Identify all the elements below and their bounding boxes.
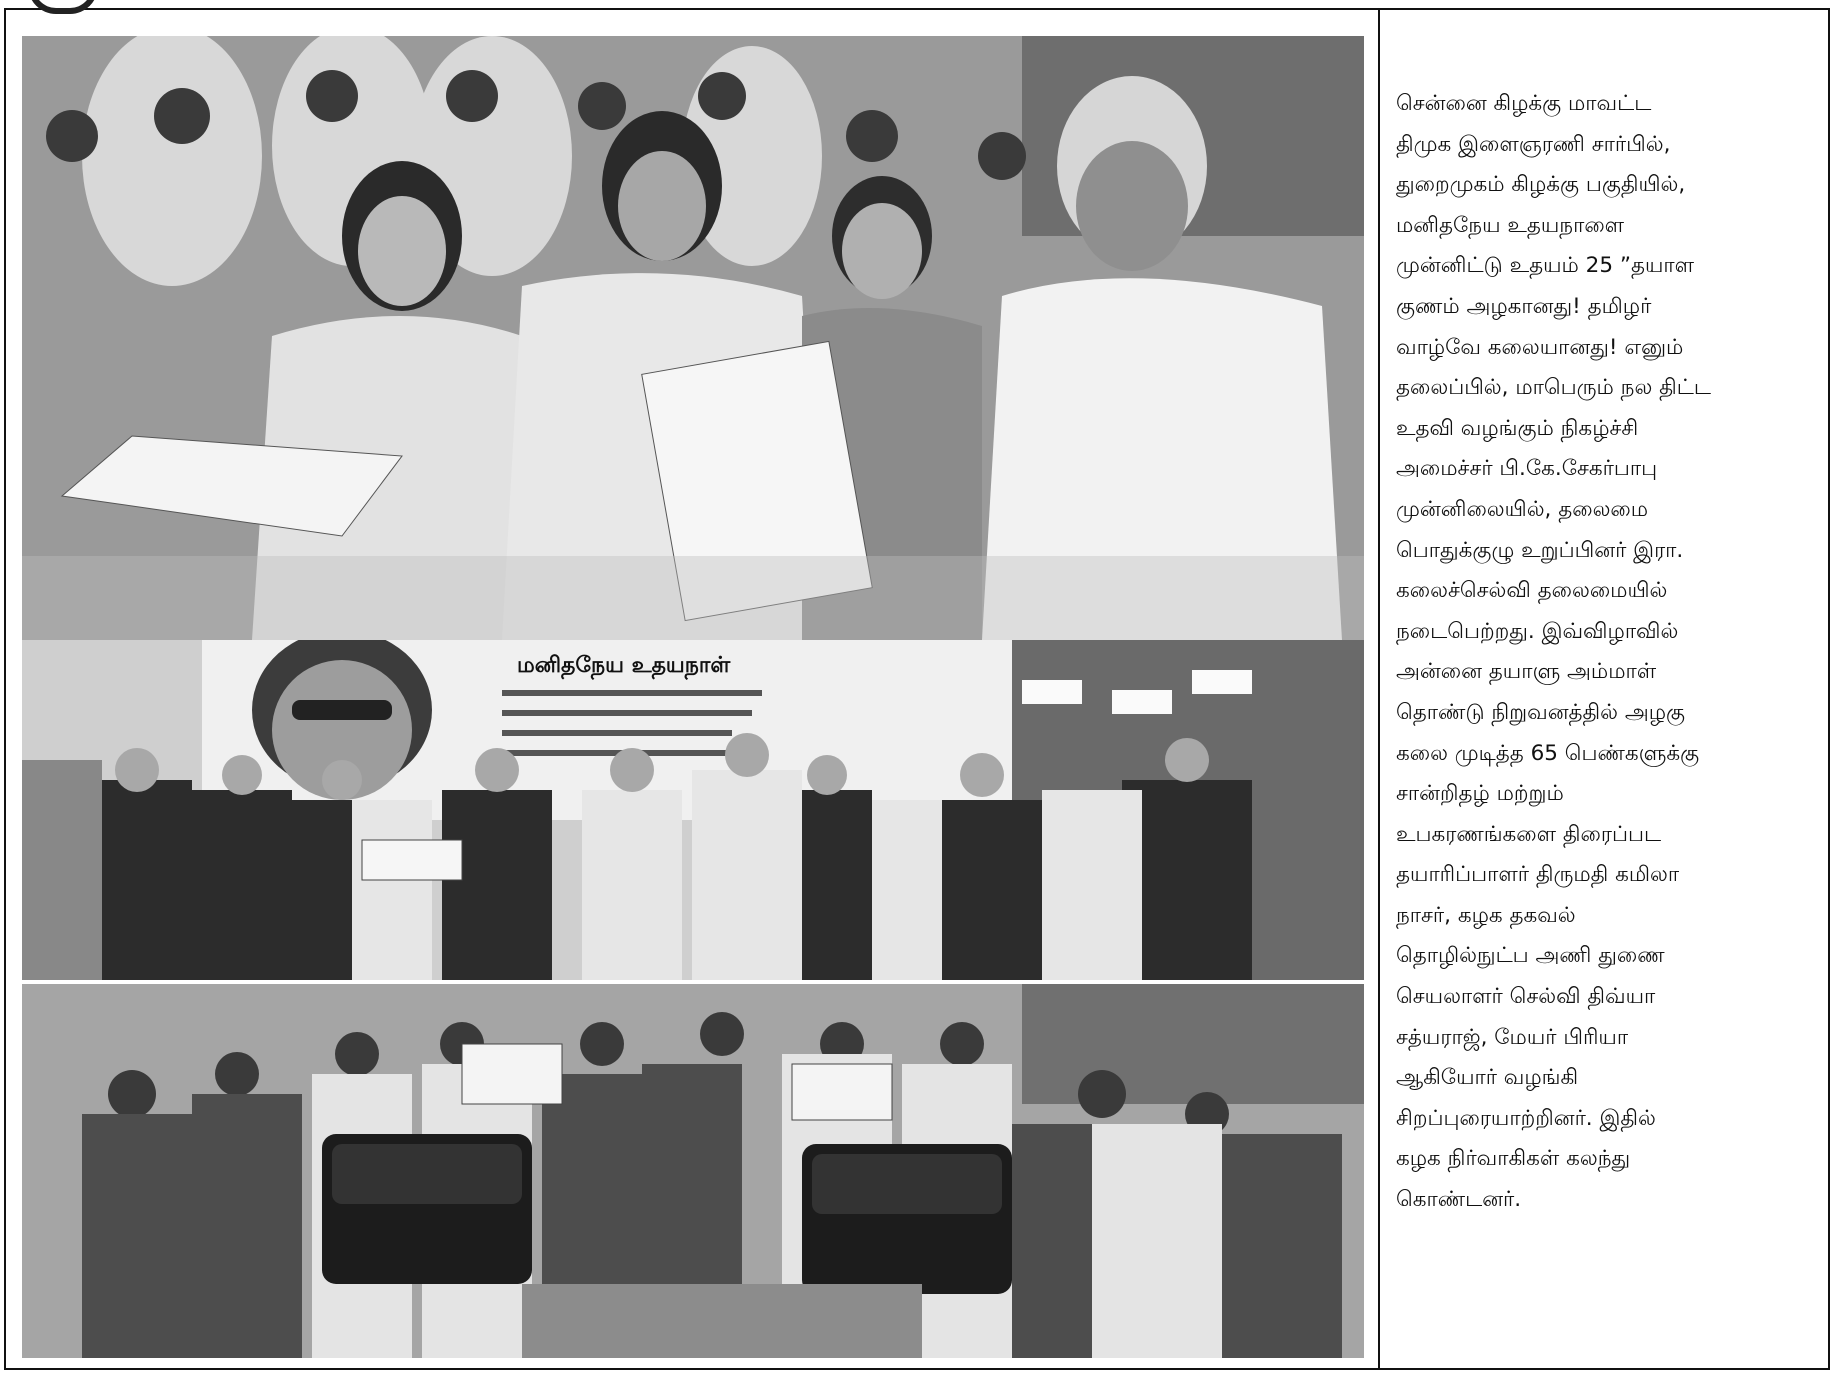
article-line: சான்றிதழ் மற்றும் [1396, 781, 1564, 807]
article-line: நாசர், கழக தகவல் [1396, 902, 1576, 928]
article-line: மனிதநேய உதயநாளை [1396, 212, 1625, 238]
photo-1-image [22, 36, 1364, 640]
article-line: சிறப்புரையாற்றினர். இதில் [1396, 1105, 1656, 1131]
article-line: தொழில்நுட்ப அணி துணை [1396, 943, 1665, 969]
article-line: குணம் அழகானது! தமிழர் [1396, 293, 1652, 319]
article-line: கழக நிர்வாகிகள் கலந்து [1396, 1146, 1631, 1172]
article-line: கொண்டனர். [1396, 1187, 1522, 1213]
article-line: தலைப்பில், மாபெரும் நல திட்ட [1396, 375, 1711, 401]
article-line: சென்னை கிழக்கு மாவட்ட [1396, 91, 1652, 116]
article-line: உதவி வழங்கும் நிகழ்ச்சி [1396, 415, 1639, 441]
article-line: ஆகியோர் வழங்கி [1396, 1065, 1579, 1091]
article-line: முன்னிலையில், தலைமை [1396, 496, 1649, 522]
article-line: நடைபெற்றது. இவ்விழாவில் [1396, 618, 1679, 644]
photo-certificate-handover [22, 36, 1364, 640]
article-line: திமுக இளைஞரணி சார்பில், [1396, 131, 1671, 157]
article-line: வாழ்வே கலையானது! எனும் [1396, 334, 1684, 360]
column-divider [1378, 8, 1380, 1370]
banner-title: மனிதநேய உதயநாள் [517, 653, 731, 678]
photo-salon-chairs [22, 984, 1364, 1358]
article-line: சத்யராஜ், மேயர் பிரியா [1396, 1024, 1629, 1050]
photo-2-image [22, 640, 1364, 980]
article-line: அமைச்சர் பி.கே.சேகர்பாபு [1396, 456, 1658, 482]
article-paragraph [1396, 84, 1816, 1221]
article-line: துறைமுகம் கிழக்கு பகுதியில், [1396, 172, 1686, 198]
article-line: கலைச்செல்வி தலைமையில் [1396, 578, 1668, 604]
article-line: பொதுக்குழு உறுப்பினர் இரா. [1396, 537, 1684, 563]
photo-group-stage [22, 640, 1364, 980]
article-line: தொண்டு நிறுவனத்தில் அழகு [1396, 699, 1686, 725]
article-body [1396, 84, 1816, 1221]
article-line: கலை முடித்த 65 பெண்களுக்கு [1396, 740, 1700, 766]
article-line: தயாரிப்பாளர் திருமதி கமிலா [1396, 862, 1680, 888]
article-line: உபகரணங்களை திரைப்பட [1396, 821, 1662, 847]
article-line: முன்னிட்டு உதயம் 25 ”தயாள [1396, 253, 1695, 279]
photo-3-image [22, 984, 1364, 1358]
article-line: செயலாளர் செல்வி திவ்யா [1396, 984, 1656, 1010]
article-line: அன்னை தயாளு அம்மாள் [1396, 659, 1657, 685]
